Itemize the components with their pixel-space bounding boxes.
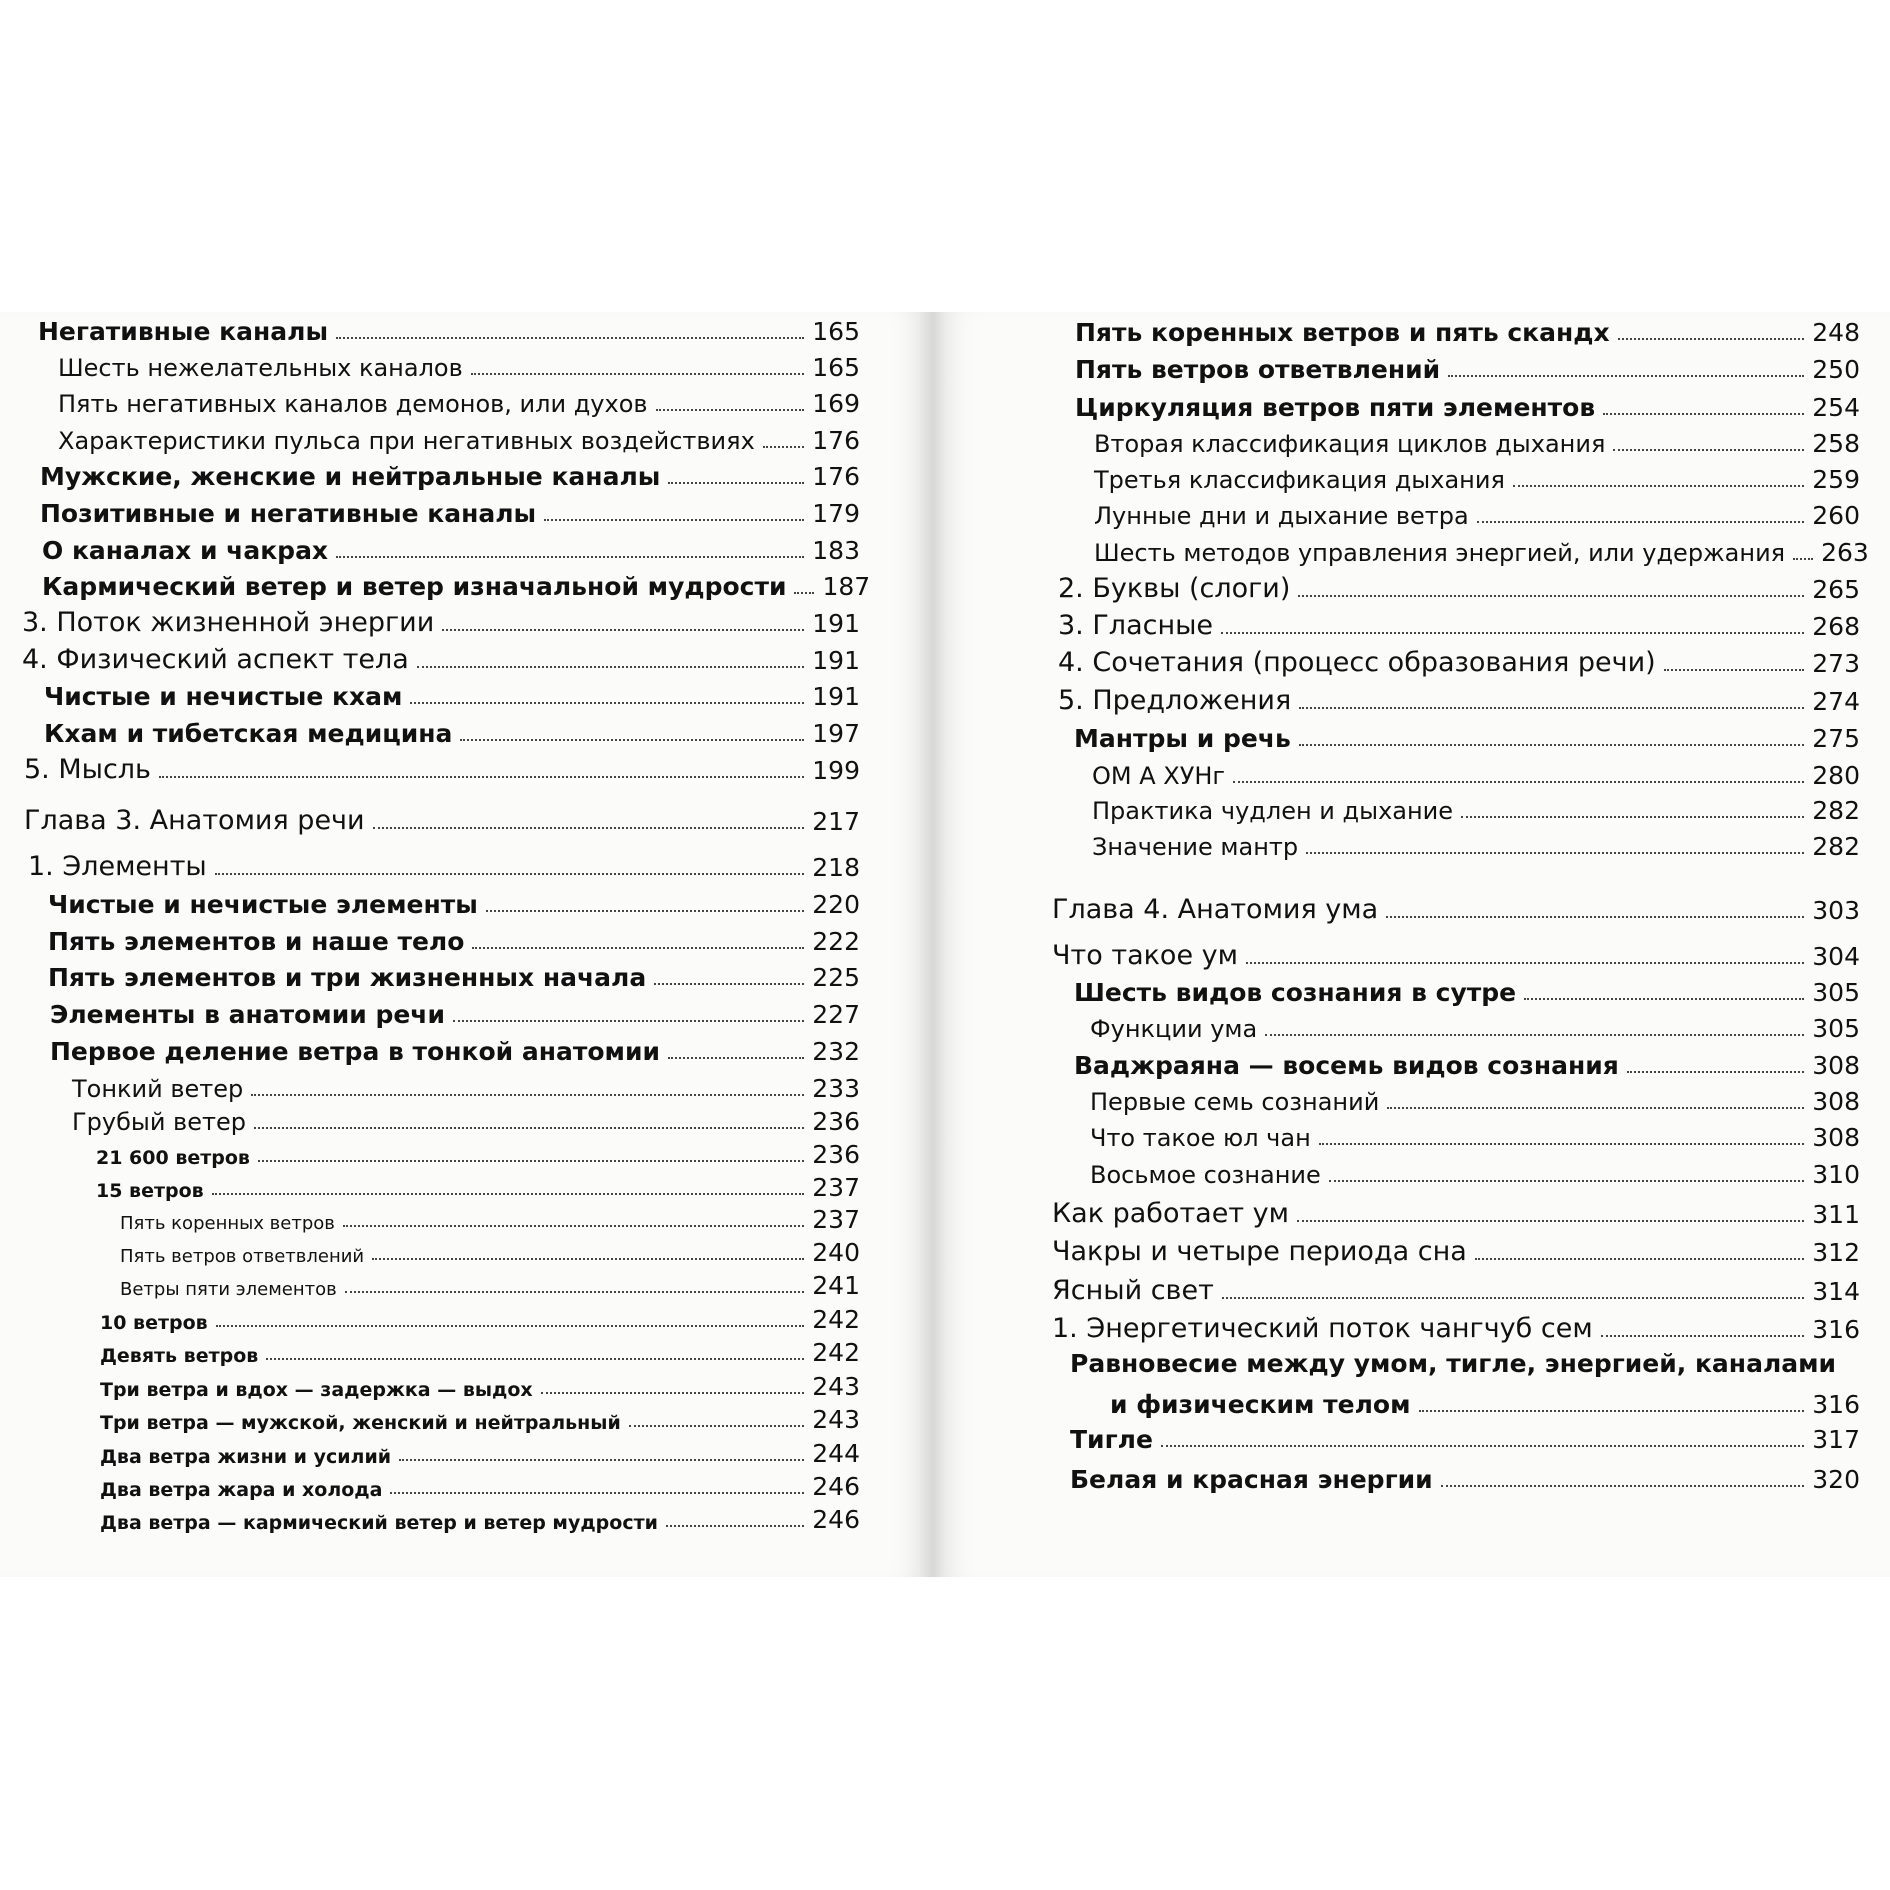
toc-page-number: 259 (1812, 465, 1860, 494)
toc-entry (0, 1102, 860, 1136)
toc-entry (0, 312, 860, 346)
toc-entry-title: Пять элементов и три жизненных начала (48, 963, 647, 992)
toc-entry (1040, 570, 1860, 604)
toc-entry (0, 641, 860, 675)
toc-page-number: 232 (812, 1037, 860, 1066)
toc-dot-leader (1297, 1220, 1804, 1222)
toc-entry-title: Два ветра жара и холода (100, 1479, 383, 1501)
toc-entry-title: Тонкий ветер (72, 1075, 244, 1103)
toc-entry-title: Пять негативных каналов демонов, или духов (58, 390, 648, 418)
toc-entry (0, 677, 860, 711)
toc-entry-title: 1. Энергетический поток чангчуб сем (1052, 1313, 1593, 1344)
toc-dot-leader (1513, 485, 1804, 487)
toc-entry (1040, 496, 1860, 530)
toc-page-number: 233 (812, 1074, 860, 1103)
toc-page-number: 246 (812, 1505, 860, 1534)
toc-page-number: 316 (1812, 1390, 1860, 1419)
toc-dot-leader (453, 1020, 804, 1022)
toc-entry (1040, 424, 1860, 458)
toc-page-number: 191 (812, 646, 860, 675)
toc-page-number: 282 (1812, 832, 1860, 861)
toc-dot-leader (1221, 632, 1804, 634)
toc-entry-title: Элементы в анатомии речи (50, 1000, 445, 1029)
toc-entry-title: 21 600 ветров (96, 1147, 250, 1169)
toc-dot-leader (215, 873, 805, 875)
toc-dot-leader (1664, 669, 1805, 671)
toc-dot-leader (373, 827, 805, 829)
toc-page-number: 176 (812, 426, 860, 455)
toc-entry-title: Белая и красная энергии (1070, 1465, 1433, 1494)
toc-entry (0, 1367, 860, 1401)
toc-dot-leader (1475, 1258, 1804, 1260)
toc-dot-leader (763, 446, 804, 448)
toc-entry-title: 5. Мысль (24, 754, 151, 785)
toc-entry (0, 922, 860, 956)
toc-dot-leader (656, 409, 805, 411)
toc-entry-title: Восьмое сознание (1090, 1161, 1321, 1189)
toc-dot-leader (399, 1459, 804, 1461)
toc-dot-leader (472, 947, 804, 949)
toc-dot-leader (345, 1291, 805, 1293)
toc-entry-title: Ясный свет (1052, 1275, 1214, 1306)
toc-page-number: 183 (812, 536, 860, 565)
toc-page-number: 250 (1812, 355, 1860, 384)
book-gutter (920, 312, 946, 1577)
toc-dot-leader (1386, 916, 1804, 918)
toc-dot-leader (1613, 449, 1804, 451)
toc-dot-leader (1319, 1143, 1805, 1145)
toc-entry-title: Два ветра — кармический ветер и ветер мудрости (100, 1512, 658, 1534)
toc-entry-title: Вторая классификация циклов дыхания (1094, 430, 1606, 458)
toc-entry-title: Девять ветров (100, 1345, 259, 1367)
toc-entry (1040, 1118, 1860, 1152)
toc-page-number: 246 (812, 1472, 860, 1501)
toc-page-number: 227 (812, 1000, 860, 1029)
toc-dot-leader (1265, 1034, 1804, 1036)
toc-entry (1040, 719, 1860, 753)
toc-entry-title: Глава 4. Анатомия ума (1052, 894, 1379, 925)
toc-entry (0, 802, 860, 836)
toc-entry (0, 1434, 860, 1468)
toc-dot-leader (1627, 1071, 1804, 1073)
toc-page-number: 320 (1812, 1465, 1860, 1494)
toc-page-number: 199 (812, 756, 860, 785)
toc-entry-title: Пять коренных ветров и пять скандх (1075, 318, 1610, 347)
toc-entry (1040, 756, 1860, 790)
toc-entry (0, 1032, 860, 1066)
toc-entry-title: Шесть методов управления энергией, или удержания (1094, 539, 1786, 567)
toc-page-number: 308 (1812, 1087, 1860, 1116)
toc-dot-leader (544, 519, 804, 521)
toc-dot-leader (1793, 558, 1813, 560)
toc-entry (0, 714, 860, 748)
toc-entry (1040, 973, 1860, 1007)
toc-entry (0, 1400, 860, 1434)
toc-entry (1040, 644, 1860, 678)
toc-entry-title: Как работает ум (1052, 1198, 1290, 1229)
toc-page-number: 243 (812, 1405, 860, 1434)
toc-entry (1040, 1082, 1860, 1116)
toc-dot-leader (442, 629, 804, 631)
toc-entry-title: 2. Буквы (слоги) (1058, 573, 1291, 604)
toc-dot-leader (336, 556, 804, 558)
toc-page-number: 165 (812, 317, 860, 346)
toc-entry-title: Первое деление ветра в тонкой анатомии (50, 1037, 660, 1066)
toc-entry (1040, 460, 1860, 494)
toc-page-number: 265 (1812, 575, 1860, 604)
toc-entry (1040, 1233, 1860, 1267)
toc-page-number: 308 (1812, 1051, 1860, 1080)
toc-dot-leader (666, 1525, 804, 1527)
toc-entry-title: 4. Сочетания (процесс образования речи) (1058, 647, 1656, 678)
toc-page-number: 273 (1812, 649, 1860, 678)
toc-entry (0, 848, 860, 882)
toc-entry (0, 1467, 860, 1501)
toc-page-number: 222 (812, 927, 860, 956)
toc-page-number: 248 (1812, 318, 1860, 347)
toc-entry (0, 1500, 860, 1534)
toc-dot-leader (1161, 1445, 1804, 1447)
toc-page-number: 268 (1812, 612, 1860, 641)
toc-page-number: 242 (812, 1338, 860, 1367)
toc-entry-title: Равновесие между умом, тигле, энергией, каналами (1070, 1349, 1837, 1378)
toc-entry-title: Что такое юл чан (1090, 1124, 1311, 1152)
toc-entry-title: Характеристики пульса при негативных воздействиях (58, 427, 755, 455)
toc-entry-title: Пять коренных ветров (120, 1213, 335, 1234)
toc-entry (0, 348, 860, 382)
toc-entry-title: Глава 3. Анатомия речи (24, 805, 365, 836)
toc-page-number: 218 (812, 853, 860, 882)
toc-entry-title: Три ветра — мужской, женский и нейтральный (100, 1412, 621, 1434)
toc-dot-leader (668, 1057, 804, 1059)
toc-dot-leader (541, 1392, 805, 1394)
toc-entry (0, 1135, 860, 1169)
toc-page-number: 304 (1812, 942, 1860, 971)
toc-page-number: 242 (812, 1305, 860, 1334)
toc-entry (0, 1200, 860, 1234)
toc-dot-leader (486, 910, 804, 912)
toc-entry (0, 751, 860, 785)
toc-page-number: 311 (1812, 1200, 1860, 1229)
toc-entry-title: Кармический ветер и ветер изначальной мудрости (42, 572, 787, 601)
toc-dot-leader (668, 482, 804, 484)
toc-dot-leader (254, 1127, 804, 1129)
toc-page-number: 165 (812, 353, 860, 382)
toc-entry (1040, 1195, 1860, 1229)
toc-entry-title: Шесть видов сознания в сутре (1074, 978, 1517, 1007)
toc-dot-leader (1299, 744, 1805, 746)
toc-page-number: 275 (1812, 724, 1860, 753)
toc-page-number: 305 (1812, 1014, 1860, 1043)
toc-entry-title: Пять ветров ответвлений (1075, 355, 1441, 384)
toc-entry-title: Ваджраяна — восемь видов сознания (1074, 1051, 1619, 1080)
toc-dot-leader (343, 1225, 804, 1227)
toc-dot-leader (794, 592, 814, 594)
toc-entry-title: Чакры и четыре периода сна (1052, 1236, 1467, 1267)
toc-entry (1040, 827, 1860, 861)
toc-page-number: 312 (1812, 1238, 1860, 1267)
toc-entry (1040, 937, 1860, 971)
toc-entry-title: Пять элементов и наше тело (48, 927, 465, 956)
toc-page-number: 237 (812, 1173, 860, 1202)
toc-entry-title: ОМ А ХУНг (1092, 762, 1225, 790)
toc-dot-leader (629, 1425, 804, 1427)
toc-entry (0, 421, 860, 455)
toc-entry (0, 604, 860, 638)
toc-entry-title: 3. Поток жизненной энергии (22, 607, 435, 638)
toc-dot-leader (1601, 1335, 1805, 1337)
toc-page-number: 308 (1812, 1123, 1860, 1152)
toc-entry (0, 1069, 860, 1103)
toc-page-number: 314 (1812, 1277, 1860, 1306)
toc-page-number: 176 (812, 462, 860, 491)
toc-entry (0, 1300, 860, 1334)
toc-entry-title: Тигле (1070, 1425, 1153, 1454)
toc-dot-leader (1306, 852, 1804, 854)
toc-entry (1040, 682, 1860, 716)
toc-page-number: 217 (812, 807, 860, 836)
toc-dot-leader (1448, 375, 1804, 377)
toc-entry (1040, 1046, 1860, 1080)
toc-entry-title: и физическим телом (1110, 1390, 1411, 1419)
toc-dot-leader (1524, 998, 1804, 1000)
toc-entry (0, 457, 860, 491)
toc-dot-leader (372, 1258, 804, 1260)
toc-entry-title: Функции ума (1090, 1015, 1258, 1043)
toc-entry (1040, 791, 1860, 825)
toc-page-number: 236 (812, 1107, 860, 1136)
toc-dot-leader (410, 702, 804, 704)
toc-entry (0, 958, 860, 992)
toc-entry-title: Пять ветров ответвлений (120, 1246, 365, 1267)
toc-page-number: 303 (1812, 896, 1860, 925)
toc-entry-title: Третья классификация дыхания (1094, 466, 1505, 494)
toc-entry (0, 1233, 860, 1267)
toc-dot-leader (1618, 338, 1805, 340)
toc-dot-leader (471, 373, 805, 375)
toc-entry (0, 531, 860, 565)
toc-entry-title: 1. Элементы (28, 851, 207, 882)
toc-page-number: 310 (1812, 1160, 1860, 1189)
toc-page-number: 197 (812, 719, 860, 748)
toc-entry-title: Мужские, женские и нейтральные каналы (40, 462, 661, 491)
toc-entry-title: 4. Физический аспект тела (22, 644, 409, 675)
toc-entry (1040, 1155, 1860, 1189)
toc-page-number: 280 (1812, 761, 1860, 790)
toc-entry (0, 384, 860, 418)
toc-page-number: 220 (812, 890, 860, 919)
toc-page-number: 187 (822, 572, 871, 601)
toc-dot-leader (1477, 521, 1805, 523)
toc-dot-leader (1461, 816, 1804, 818)
toc-entry (0, 885, 860, 919)
toc-entry (1040, 607, 1860, 641)
toc-entry (1040, 533, 1869, 567)
toc-page-number: 169 (812, 389, 860, 418)
toc-dot-leader (1387, 1107, 1804, 1109)
toc-page-number: 317 (1812, 1425, 1860, 1454)
toc-entry-title: Два ветра жизни и усилий (100, 1446, 392, 1468)
toc-entry-title: Практика чудлен и дыхание (1092, 797, 1454, 825)
toc-entry-title: О каналах и чакрах (42, 536, 329, 565)
toc-page-number: 274 (1812, 687, 1860, 716)
toc-entry-title: Негативные каналы (38, 317, 329, 346)
toc-page-number: 282 (1812, 796, 1860, 825)
toc-page-number: 191 (812, 682, 860, 711)
toc-entry-title: Три ветра и вдох — задержка — выдох (100, 1379, 533, 1401)
toc-page-number: 241 (812, 1271, 860, 1300)
toc-dot-leader (258, 1160, 804, 1162)
toc-entry-title: Чистые и нечистые элементы (48, 890, 478, 919)
toc-entry-title: Грубый ветер (72, 1108, 246, 1136)
toc-entry (0, 1333, 860, 1367)
toc-dot-leader (251, 1094, 804, 1096)
toc-entry (1040, 350, 1860, 384)
toc-dot-leader (336, 337, 804, 339)
toc-entry-title: 3. Гласные (1058, 610, 1214, 641)
toc-dot-leader (390, 1492, 804, 1494)
toc-dot-leader (1329, 1180, 1805, 1182)
toc-entry (1040, 1344, 1860, 1378)
toc-page-number: 244 (812, 1439, 860, 1468)
toc-page-number: 236 (812, 1140, 860, 1169)
toc-entry (1040, 1009, 1860, 1043)
toc-entry-title: Мантры и речь (1074, 724, 1291, 753)
toc-entry-title: Позитивные и негативные каналы (40, 499, 537, 528)
toc-page-number: 191 (812, 609, 860, 638)
toc-dot-leader (1299, 707, 1804, 709)
toc-entry-title: Циркуляция ветров пяти элементов (1075, 393, 1596, 422)
toc-entry-title: Значение мантр (1092, 833, 1299, 861)
toc-dot-leader (1441, 1485, 1805, 1487)
toc-entry (1040, 313, 1860, 347)
toc-page-number: 260 (1812, 501, 1860, 530)
toc-entry (0, 494, 860, 528)
toc-dot-leader (1603, 413, 1804, 415)
toc-dot-leader (1222, 1297, 1804, 1299)
toc-page-number: 305 (1812, 978, 1860, 1007)
toc-entry (1040, 1272, 1860, 1306)
toc-entry-title: 10 ветров (100, 1312, 208, 1334)
toc-page-number: 225 (812, 963, 860, 992)
toc-dot-leader (216, 1325, 805, 1327)
toc-dot-leader (460, 739, 804, 741)
toc-dot-leader (212, 1193, 805, 1195)
toc-entry-title: 5. Предложения (1058, 685, 1292, 716)
toc-dot-leader (1233, 781, 1804, 783)
toc-dot-leader (1246, 962, 1804, 964)
toc-entry (1040, 1385, 1860, 1419)
toc-entry (1040, 1460, 1860, 1494)
toc-entry (0, 1266, 860, 1300)
toc-page-number: 258 (1812, 429, 1860, 458)
toc-entry-title: Что такое ум (1052, 940, 1238, 971)
toc-page-number: 254 (1812, 393, 1860, 422)
toc-entry-title: Кхам и тибетская медицина (44, 719, 453, 748)
toc-entry-title: Чистые и нечистые кхам (44, 682, 403, 711)
toc-entry (1040, 388, 1860, 422)
toc-entry (0, 995, 860, 1029)
toc-page-number: 237 (812, 1205, 860, 1234)
toc-entry (1040, 891, 1860, 925)
toc-dot-leader (417, 666, 804, 668)
toc-entry-title: Первые семь сознаний (1090, 1088, 1380, 1116)
toc-dot-leader (1419, 1410, 1805, 1412)
toc-entry-title: 15 ветров (96, 1180, 204, 1202)
toc-entry (0, 1168, 860, 1202)
toc-page-number: 243 (812, 1372, 860, 1401)
toc-entry (1040, 1420, 1860, 1454)
toc-dot-leader (266, 1358, 804, 1360)
toc-page-number: 240 (812, 1238, 860, 1267)
toc-dot-leader (1298, 595, 1804, 597)
toc-dot-leader (159, 776, 804, 778)
toc-dot-leader (654, 983, 804, 985)
toc-entry-title: Ветры пяти элементов (120, 1279, 337, 1300)
toc-entry (0, 567, 871, 601)
toc-entry (1040, 1310, 1860, 1344)
toc-page-number: 263 (1821, 538, 1869, 567)
toc-entry-title: Шесть нежелательных каналов (58, 354, 463, 382)
toc-entry-title: Лунные дни и дыхание ветра (1094, 502, 1469, 530)
toc-page-number: 316 (1812, 1315, 1860, 1344)
toc-page-number: 179 (812, 499, 860, 528)
